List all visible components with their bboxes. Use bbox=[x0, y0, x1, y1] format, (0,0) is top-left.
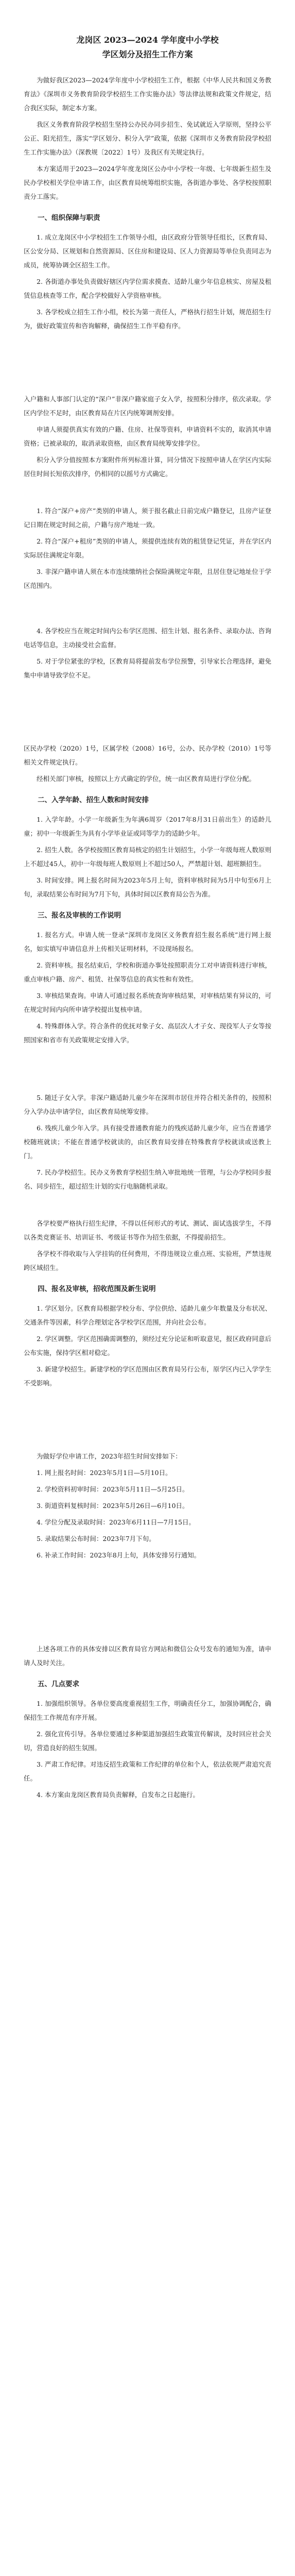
section-paragraph: 1. 符合“深户+房产”类别的申请人，须于报名截止日前完成户籍登记，且房产证登记日期在规定时间之前，户籍与房产地址一致。 bbox=[24, 507, 271, 529]
section-paragraph: 1. 学区划分。区教育局根据学校分布、学位供给、适龄儿童少年数量及分布状况、交通条件等因素，科学合理划定各学校学区范围，并向社会公布。 bbox=[24, 1304, 271, 1326]
section-heading: 一、组织保障与职责 bbox=[38, 214, 100, 222]
section-paragraph: 4. 各学校应当在规定时间内公布学区范围、招生计划、报名条件、录取办法、咨询电话等信息，主动接受社会监督。 bbox=[24, 627, 271, 649]
section-paragraph: 2. 强化宣传引导。各单位要通过多种渠道加强招生政策宣传解读，及时回应社会关切，营造良好的招生氛围。 bbox=[24, 1730, 271, 1752]
schedule-item: 2. 学校资料初审时间：2023年5月11日—5月25日。 bbox=[37, 1485, 189, 1493]
schedule-item: 4. 学位分配及录取时间：2023年6月11日—7月15日。 bbox=[37, 1518, 195, 1526]
section-heading: 五、几点要求 bbox=[38, 1680, 79, 1688]
section-paragraph: 6. 残疾儿童少年入学。具有接受普通教育能力的残疾适龄儿童少年，应当在普通学校随班就读；不能在普通学校就读的，由区教育局安排在特殊教育学校就读或送教上门。 bbox=[24, 1124, 271, 1160]
section-paragraph: 经相关部门审核，按照以上方式确定的学位，统一由区教育局进行学位分配。 bbox=[37, 775, 256, 783]
schedule-item: 5. 录取结果公布时间：2023年7月下旬。 bbox=[37, 1535, 155, 1543]
section-paragraph: 5. 随迁子女入学。非深户籍适龄儿童少年在深圳市居住并符合相关条件的，按照积分入学办法申请学位，由区教育局统筹安排。 bbox=[24, 1094, 271, 1115]
section-paragraph: 1. 报名方式。申请人统一登录“深圳市龙岗区义务教育招生报名系统”进行网上报名，如实填写申请信息并上传相关证明材料，不设现场报名。 bbox=[24, 931, 271, 953]
section-paragraph: 3. 时间安排。网上报名时间为2023年5月上旬，资料审核时间为5月中旬至6月上旬，录取结果公布时间为7月下旬，具体时间以区教育局公告为准。 bbox=[24, 876, 271, 898]
section-paragraph: 5. 对于学位紧张的学校，区教育局将提前发布学位预警，引导家长合理选择，避免集中申请导致学位不足。 bbox=[24, 657, 271, 679]
section-paragraph: 积分入学分值按照本方案附件所列标准计算，同分情况下按照申请人在学区内实际居住时间长短依次排序，仍相同的以摇号方式确定。 bbox=[24, 456, 271, 478]
section-paragraph: 3. 各学校成立招生工作小组，校长为第一责任人，严格执行招生计划，规范招生行为，做好政策宣传和咨询解释，确保招生工作平稳有序。 bbox=[24, 308, 271, 330]
document-title bbox=[24, 33, 271, 62]
schedule-item: 3. 街道资料复核时间：2023年5月26日—6月10日。 bbox=[37, 1502, 189, 1510]
section-paragraph: 3. 严肃工作纪律。对违反招生政策和工作纪律的单位和个人，依法依规严肃追究责任。 bbox=[24, 1760, 271, 1782]
section-paragraph: 1. 成立龙岗区中小学校招生工作领导小组，由区政府分管领导任组长，区教育局、区公安分局、区规划和自然资源局、区住房和建设局、区人力资源局等单位负责同志为成员，统筹协调全区招生工作。 bbox=[24, 233, 271, 269]
section-paragraph: 申请人须提供真实有效的户籍、住房、社保等资料，申请资料不实的，取消其申请资格；已被录取的，取消录取资格，由区教育局统筹安排学位。 bbox=[24, 426, 271, 447]
section-paragraph: 2. 学区调整。学区范围确需调整的，须经过充分论证和听取意见，报区政府同意后公布实施，保持学区相对稳定。 bbox=[24, 1335, 271, 1357]
intro-paragraph: 本方案适用于2023—2024学年度龙岗区公办中小学校一年级、七年级新生招生及民办学校相关学位申请工作，由区教育局统筹组织实施，各街道办事处、各学校按照职责分工落实。 bbox=[24, 165, 271, 200]
intro-paragraph: 我区义务教育阶段学校招生坚持公办民办同步招生、免试就近入学原则，坚持公平公正、阳光招生，落实“学区划分、积分入学”政策，依据《深圳市义务教育阶段学校招生工作实施办法》（深教规〔2022〕1号）及我区有关规定执行。 bbox=[24, 121, 271, 156]
section-paragraph: 1. 加强组织领导。各单位要高度重视招生工作，明确责任分工，加强协调配合，确保招生工作规范有序开展。 bbox=[24, 1700, 271, 1721]
section-heading: 三、报名及审核的工作说明 bbox=[38, 911, 121, 920]
schedule-item: 6. 补录工作时间：2023年8月上旬，具体安排另行通知。 bbox=[37, 1551, 201, 1559]
section-paragraph: 各学校要严格执行招生纪律，不得以任何形式的考试、测试、面试选拔学生，不得以各类竞赛证书、培训证书、考级证书等作为招生依据，不得提前招生。 bbox=[24, 1219, 271, 1241]
title-line-2: 学区划分及招生工作方案 bbox=[102, 49, 193, 59]
section-heading: 四、报名及审核，招收范围及新生说明 bbox=[38, 1285, 156, 1293]
section-paragraph: 7. 民办学校招生。民办义务教育学校招生纳入审批地统一管理，与公办学校同步报名、同步招生，超过招生计划的实行电脑随机录取。 bbox=[24, 1168, 271, 1190]
title-line-1: 龙岗区 2023—2024 学年度中小学校 bbox=[76, 35, 219, 45]
section-heading: 二、入学年龄、招生人数和时间安排 bbox=[38, 796, 149, 804]
section-paragraph: 入户籍和人事部门认定的“深户”非深户籍家庭子女入学，按照积分排序，依次录取。学区内学位不足时，由区教育局在片区内统筹调剂安排。 bbox=[24, 395, 271, 417]
section-paragraph: 为做好学位申请工作，2023年招生时间安排如下： bbox=[37, 1452, 182, 1460]
intro-paragraph: 为做好我区2023—2024学年度中小学校招生工作，根据《中华人民共和国义务教育法》《深圳市义务教育阶段学校招生工作实施办法》等法律法规和政策文件规定，结合我区实际，制定本方案。 bbox=[24, 76, 271, 112]
section-paragraph: 3. 非深户籍申请人须在本市连续缴纳社会保险满规定年限，且居住登记地址位于学区范围内。 bbox=[24, 568, 271, 589]
section-paragraph: 4. 本方案由龙岗区教育局负责解释，自发布之日起施行。 bbox=[37, 1791, 199, 1799]
section-paragraph: 3. 新建学校招生。新建学校的学区范围由区教育局另行公布，原学区内已入学学生不受影响。 bbox=[24, 1365, 271, 1387]
section-paragraph: 2. 符合“深户+租房”类别的申请人，须提供连续有效的租赁登记凭证，并在学区内实际居住满规定年限。 bbox=[24, 537, 271, 559]
section-paragraph: 各学校不得收取与入学挂钩的任何费用，不得违规设立重点班、实验班，严禁违规跨区域招生。 bbox=[24, 1250, 271, 1272]
section-paragraph: 4. 特殊群体入学。符合条件的优抚对象子女、高层次人才子女、现役军人子女等按照国家和省市有关政策规定安排入学。 bbox=[24, 1022, 271, 1044]
section-paragraph: 2. 各街道办事处负责做好辖区内学位需求摸查、适龄儿童少年信息核实、房屋及租赁信息核查等工作，配合学校做好入学资格审核。 bbox=[24, 278, 271, 299]
section-paragraph: 区民办学校（2020）1号，区属学校（2008）16号，公办、民办学校（2010）1号等相关文件规定执行。 bbox=[24, 744, 271, 766]
section-paragraph: 2. 招生人数。各学校按照区教育局核定的招生计划招生，小学一年级每班人数原则上不超过45人，初中一年级每班人数原则上不超过50人，严禁超计划、超班额招生。 bbox=[24, 846, 271, 868]
section-paragraph: 3. 审核结果查询。申请人可通过报名系统查询审核结果，对审核结果有异议的，可在规定时间内向所申请学校提出复核申请。 bbox=[24, 992, 271, 1013]
section-paragraph: 上述各项工作的具体安排以区教育局官方网站和微信公众号发布的通知为准，请申请人及时关注。 bbox=[24, 1645, 271, 1667]
schedule-item: 1. 网上报名时间：2023年5月1日—5月10日。 bbox=[37, 1469, 172, 1477]
section-paragraph: 2. 资料审核。报名结束后，学校和街道办事处按照职责分工对申请资料进行审核，重点审核户籍、房产、租赁、社保等信息的真实性和有效性。 bbox=[24, 961, 271, 983]
section-paragraph: 1. 入学年龄。小学一年级新生为年满6周岁（2017年8月31日前出生）的适龄儿童；初中一年级新生为具有小学毕业证或同等学力的适龄少年。 bbox=[24, 816, 271, 837]
